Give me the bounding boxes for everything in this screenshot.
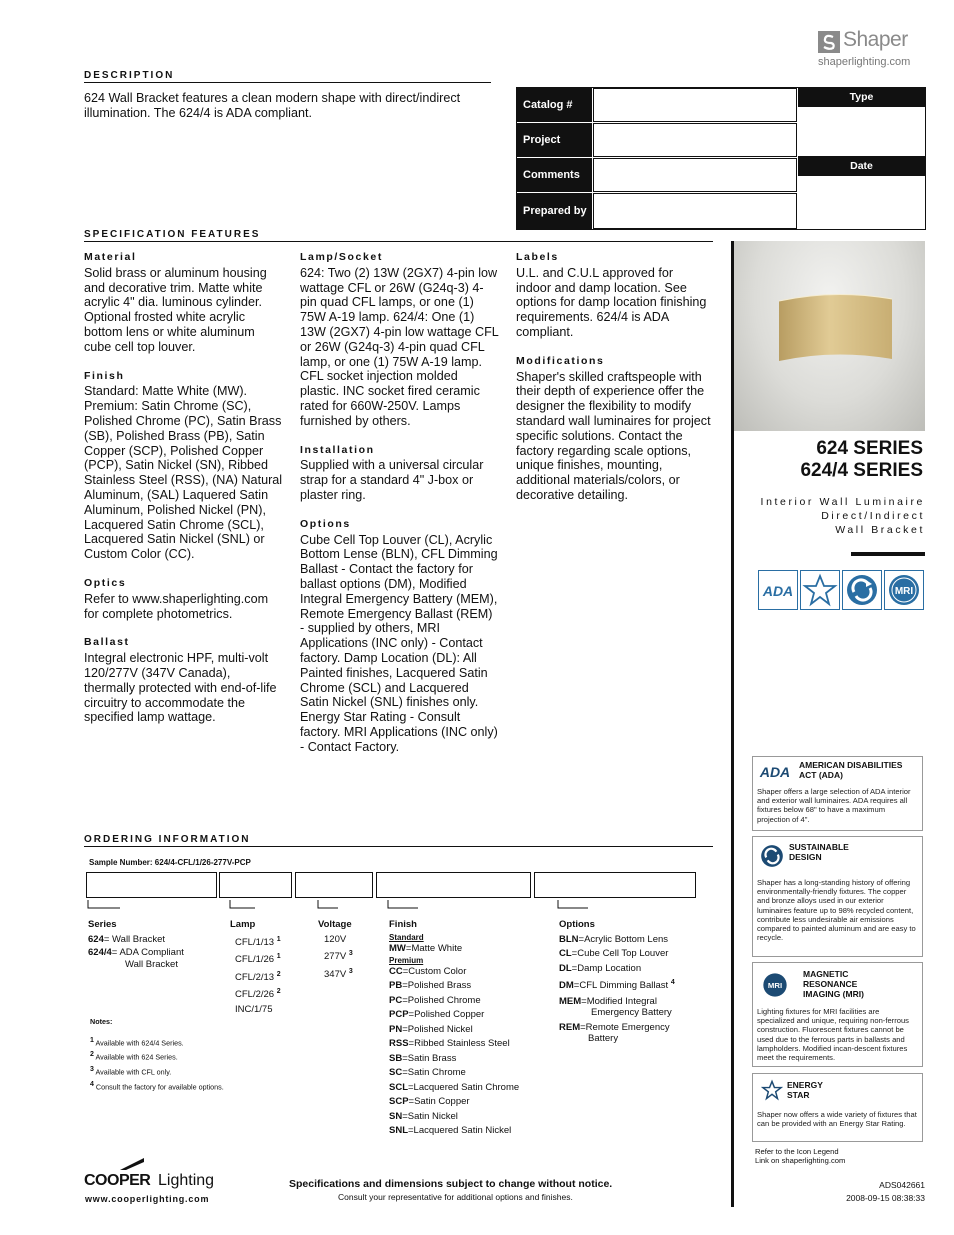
finish-desc: =Satin Nickel: [402, 1110, 458, 1122]
option-desc: =Damp Location: [571, 962, 642, 974]
legend-ada: [752, 756, 923, 831]
series-code: 624/4: [88, 947, 112, 958]
finish-row: [389, 942, 519, 956]
spec-rule: [84, 241, 713, 242]
description-heading: DESCRIPTION: [84, 70, 175, 81]
option-code: REM: [559, 1021, 581, 1033]
finish-row: [389, 1008, 519, 1023]
lamp-heading: Lamp/Socket: [300, 251, 383, 263]
finish-desc: =Ribbed Stainless Steel: [408, 1038, 510, 1049]
legend-energy-star: [752, 1073, 923, 1142]
series-column: [88, 918, 184, 971]
option-code: DL: [559, 962, 572, 974]
options-column: [559, 918, 675, 1044]
finish-row: [389, 1023, 519, 1038]
lamp-code: INC/1/75: [235, 1004, 273, 1016]
note-number: 2: [90, 1051, 94, 1059]
options-heading: Options: [300, 517, 351, 530]
note-number: 3: [90, 1066, 94, 1074]
sample-number: Sample Number: 624/4-CFL/1/26-277V-PCP: [89, 858, 251, 867]
spec-column-1: [84, 250, 284, 725]
catalog-field[interactable]: [593, 88, 797, 122]
lamp-row: [230, 933, 281, 951]
optics-text: Refer to www.shaperlighting.com for complete photometrics.: [84, 591, 269, 621]
cooper-swoosh-icon: [120, 1158, 144, 1170]
finish-code: CC: [389, 965, 403, 977]
lamp-note: 1: [276, 935, 281, 943]
voltage-heading: Voltage: [318, 919, 352, 930]
finish-code: SB: [389, 1052, 403, 1064]
spec-notice: Specifications and dimensions subject to change without notice.: [289, 1178, 613, 1190]
optics-heading: Optics: [84, 576, 127, 589]
shaper-logo: [818, 30, 928, 54]
finish-text: Standard: Matte White (MW). Premium: Satin Chrome (SC), Polished Chrome (PC), Satin Brass (SB), Polished Brass (PB), Satin Copper (SCP), Polished Copper (PCP), Satin Nickel (SN), Ribbed Stainless Steel (RSS), (NA) Natural Aluminum, (SAL) Laquered Satin Aluminum, Polished Nickel (PN), Lacquered Satin Chrome (SCL), Lacquered Satin Nickel (SNL) or Custom Color (CC).: [84, 384, 283, 562]
finish-row: [389, 1052, 519, 1067]
prepared-by-field[interactable]: [593, 193, 797, 229]
legend-link[interactable]: Link on shaperlighting.com: [755, 1156, 846, 1165]
type-field[interactable]: [798, 107, 925, 157]
option-code: BLN: [559, 933, 579, 945]
consult-notice: Consult your representative for additional options and finishes.: [338, 1192, 573, 1202]
cooper-lighting-text: Lighting: [158, 1172, 215, 1189]
finish-premium-label: Premium: [389, 955, 424, 965]
finish-code: RSS: [389, 1038, 409, 1049]
lamp-column: [230, 918, 281, 1018]
option-desc: =Cube Cell Top Louver: [571, 948, 669, 959]
svg-text:ADA: ADA: [762, 583, 794, 599]
note-item: [90, 1079, 224, 1094]
cooper-url[interactable]: www.cooperlighting.com: [85, 1194, 210, 1204]
option-desc: =Acrylic Bottom Lens: [578, 933, 669, 945]
finish-code: SCP: [389, 1096, 409, 1107]
ordering-rule: [84, 846, 713, 847]
finish-box[interactable]: [376, 872, 531, 898]
finish-desc: =Satin Chrome: [402, 1067, 466, 1078]
voltage-note: 3: [348, 950, 353, 957]
voltage-column: [318, 918, 353, 982]
lamp-note: 1: [276, 953, 281, 961]
option-row: [559, 962, 675, 977]
finish-code: PCP: [389, 1009, 409, 1020]
catalog-label: Catalog #: [517, 88, 592, 122]
svg-text:ADA: ADA: [759, 764, 791, 780]
ordering-connectors: [80, 898, 700, 918]
finish-desc: =Custom Color: [402, 965, 467, 977]
lamp-code: CFL/2/13: [235, 971, 275, 983]
lamp-row: [230, 968, 281, 986]
mri-icon: [884, 570, 924, 610]
installation-heading: Installation: [300, 443, 375, 456]
finish-row: [389, 1066, 519, 1081]
product-subtitle-1: Interior Wall Luminaire: [760, 496, 925, 508]
notes: [90, 1016, 224, 1094]
shaper-logo-text: Shaper: [843, 28, 908, 51]
lamp-row: [230, 950, 281, 968]
legend-mri-text: Lighting fixtures for MRI facilities are specialized and unique, requiring non-ferrous construction. Fluorescent fixtures cannot be used due to the ferrous parts in ballasts and lampholders. Modified incan-descent fixtures meet the requirements.: [757, 1007, 909, 1063]
finish-desc: =Satin Brass: [402, 1052, 457, 1064]
finish-code: SNL: [389, 1125, 408, 1136]
finish-desc: =Polished Brass: [402, 980, 472, 991]
legend-ada-title: AMERICAN DISABILITIES ACT (ADA): [799, 760, 903, 780]
finish-code: PB: [389, 980, 403, 991]
option-row: [559, 976, 675, 994]
ballast-heading: Ballast: [84, 636, 130, 649]
sidebar-accent-bar: [851, 552, 925, 556]
product-title-1: 624 SERIES: [816, 438, 923, 459]
finish-row: [389, 965, 519, 980]
option-desc: =CFL Dimming Ballast: [573, 980, 669, 992]
cooper-logo-text: COOPER: [84, 1172, 151, 1189]
product-title-2: 624/4 SERIES: [800, 460, 923, 481]
option-row: [559, 933, 675, 948]
note-item: [90, 1064, 224, 1079]
finish-desc: =Satin Copper: [408, 1096, 470, 1107]
series-row: [88, 959, 184, 971]
legend-sustainable-text: Shaper has a long-standing history of offering environmentally-friendly fixtures. The copper and bronze alloys used in our exterior luminaires feature up to 98% recycled content, contribute less undesirable air emissions compared to painted aluminum and are easy to recycle.: [757, 878, 916, 943]
finish-code: PC: [389, 994, 403, 1006]
voltage-row: [318, 947, 353, 965]
note-text: Available with CFL only.: [95, 1067, 172, 1077]
lamp-code: CFL/2/26: [235, 989, 275, 1001]
finish-column: [389, 918, 519, 1139]
date-field[interactable]: [798, 176, 925, 229]
series-row: [88, 947, 184, 959]
legend-energy-star-text: Shaper now offers a wide variety of fixtures that can be provided with an Energy Star Rating.: [757, 1110, 917, 1129]
finish-heading: Finish: [84, 369, 125, 382]
lamp-row: [230, 985, 281, 1003]
spec-column-2: [300, 250, 500, 755]
star-icon: [800, 570, 840, 610]
project-form: [516, 87, 926, 230]
description-text: 624 Wall Bracket features a clean modern shape with direct/indirect illumination. The 624/4 is ADA compliant.: [84, 91, 461, 120]
options-heading: Options: [559, 919, 595, 930]
ada-icon: [757, 762, 793, 782]
notes-heading: Notes:: [90, 1017, 113, 1026]
date-label: Date: [798, 157, 925, 176]
product-subtitle-3: Wall Bracket: [835, 524, 925, 536]
option-row: [559, 1007, 675, 1018]
series-desc: Wall Bracket: [125, 959, 178, 970]
finish-desc: =Lacquered Satin Nickel: [408, 1125, 512, 1136]
finish-desc: =Polished Chrome: [402, 994, 481, 1006]
note-text: Available with 624 Series.: [95, 1052, 178, 1062]
spec-column-3: [516, 250, 711, 503]
material-heading: Material: [84, 251, 137, 263]
series-desc: = Wall Bracket: [103, 933, 166, 945]
description-rule: [84, 82, 491, 83]
prepared-by-label: Prepared by: [517, 193, 592, 229]
series-box[interactable]: [86, 872, 217, 898]
voltage-code: 277V: [324, 951, 347, 963]
modifications-heading: Modifications: [516, 354, 605, 367]
option-row: [559, 1033, 675, 1044]
lamp-note: 2: [276, 988, 281, 996]
project-label: Project: [517, 123, 592, 157]
finish-code: SCL: [389, 1081, 408, 1093]
finish-desc: =Polished Copper: [408, 1009, 485, 1020]
option-desc: =Remote Emergency: [580, 1021, 670, 1033]
voltage-row: [318, 965, 353, 983]
product-photo: [734, 241, 925, 431]
voltage-box[interactable]: [295, 872, 373, 898]
finish-code: MW: [389, 942, 406, 954]
series-code: 624: [88, 933, 104, 945]
series-desc: = ADA Compliant: [111, 947, 184, 958]
note-item: [90, 1049, 224, 1064]
voltage-note: 3: [348, 967, 353, 975]
finish-row: [389, 1081, 519, 1096]
svg-text:MRI: MRI: [894, 586, 914, 597]
finish-code: PN: [389, 1023, 403, 1035]
option-note: 4: [670, 979, 675, 986]
lamp-row: [230, 1003, 281, 1018]
option-desc: Battery: [588, 1032, 619, 1044]
option-row: [559, 1018, 675, 1033]
note-text: Available with 624/4 Series.: [95, 1037, 184, 1047]
option-row: [559, 947, 675, 962]
lamp-heading: Lamp: [230, 919, 256, 930]
sustainable-icon: [842, 570, 882, 610]
legend-mri: [752, 962, 923, 1067]
lamp-note: 2: [276, 970, 281, 978]
finish-desc: =Lacquered Satin Chrome: [408, 1081, 520, 1093]
option-code: MEM: [559, 995, 582, 1007]
type-label: Type: [798, 88, 925, 107]
finish-heading: Finish: [389, 919, 417, 930]
note-text: Consult the factory for available options.: [95, 1082, 224, 1092]
options-box[interactable]: [534, 872, 696, 898]
note-number: 4: [90, 1081, 94, 1089]
document-id: ADS042661: [879, 1180, 925, 1190]
installation-text: Supplied with a universal circular strap for a standard 4" J-box or plaster ring.: [300, 458, 484, 502]
modifications-text: Shaper's skilled craftspeople with their depth of experience offer the designer the flexibility to modify standard wall luminaires for project specific solutions. Contact the factory regarding scale options, unique finishes, mounting, additional materials/colors, or decorative detailing.: [516, 369, 711, 502]
finish-row: [389, 1037, 519, 1052]
shaper-logo-icon: [818, 31, 840, 53]
spec-heading: SPECIFICATION FEATURES: [84, 229, 261, 240]
note-item: [90, 1035, 224, 1050]
finish-row: [389, 979, 519, 994]
voltage-row: [318, 933, 353, 948]
option-code: CL: [559, 948, 572, 959]
option-row: [559, 994, 675, 1007]
options-text: Cube Cell Top Louver (CL), Acrylic Bottom Lense (BLN), CFL Dimming Ballast - Contact the factory for ballast options (DM), Modified Integral Emergency Battery (MEM), Remote Emergency Ballast (REM) - supplied by others, MRI Applications (INC only) - Contact factory. Damp Location (DL): All Painted finishes, Lacquered Satin Chrome (SCL) and Lacquered Satin Nickel (SNL) finishes only. Energy Star Rating - Consult factory. MRI Applications (INC only) - Contact Factory.: [300, 532, 498, 754]
finish-row: [389, 1124, 519, 1139]
svg-text:MRI: MRI: [767, 981, 783, 991]
note-number: 1: [90, 1036, 94, 1044]
product-subtitle-2: Direct/Indirect: [821, 510, 925, 522]
legend-energy-star-title: ENERGY STAR: [787, 1080, 823, 1100]
comments-label: Comments: [517, 158, 592, 192]
labels-heading: Labels: [516, 251, 559, 263]
legend-reference: Refer to the Icon Legend: [755, 1147, 839, 1156]
finish-row: [389, 1095, 519, 1110]
mri-icon: [761, 971, 789, 999]
shaper-url[interactable]: shaperlighting.com: [818, 56, 911, 68]
document-date: 2008-09-15 08:38:33: [846, 1193, 925, 1203]
finish-code: SC: [389, 1067, 403, 1078]
lamp-text: 624: Two (2) 13W (2GX7) 4-pin low wattage CFL or 26W (G24q-3) 4-pin quad CFL lamps, or one (1) 75W A-19 lamp. 624/4: One (1) 13W (2GX7) 4-pin low wattage CFL or 26W (G24q-3) 4-pin quad CFL lamp, or one (1) 75W A-19 lamp. CFL socket injection molded plastic. INC socket fired ceramic rated for 660W-250V. Lamps furnished by others.: [300, 265, 499, 428]
labels-text: U.L. and C.U.L approved for indoor and damp location. See options for damp location finishing requirements. 624/4 is ADA compliant.: [516, 265, 707, 339]
option-desc: =Modified Integral: [581, 995, 657, 1007]
legend-sustainable: [752, 836, 923, 957]
option-desc: Emergency Battery: [591, 1006, 672, 1018]
finish-code: SN: [389, 1110, 403, 1122]
star-icon: [761, 1079, 783, 1101]
finish-standard-label: Standard: [389, 932, 424, 942]
ballast-text: Integral electronic HPF, multi-volt 120/277V (347V Canada), thermally protected with end-of-life circuitry to accommodate the specified lamp wattage.: [84, 651, 277, 725]
ada-icon: [758, 570, 798, 610]
voltage-code: 120V: [324, 933, 347, 945]
finish-desc: =Matte White: [405, 942, 463, 954]
comments-field[interactable]: [593, 158, 797, 192]
voltage-code: 347V: [324, 968, 347, 980]
series-row: [88, 933, 184, 948]
lamp-code: CFL/1/26: [235, 954, 275, 966]
project-field[interactable]: [593, 123, 797, 157]
lamp-code: CFL/1/13: [235, 936, 275, 948]
material-text: Solid brass or aluminum housing and decorative trim. Matte white acrylic 4" dia. luminous cylinder. Optional frosted white acrylic bottom lens or white aluminum cube cell top louver.: [84, 265, 267, 354]
series-heading: Series: [88, 919, 117, 930]
finish-row: [389, 1110, 519, 1125]
cooper-logo: [84, 1160, 224, 1192]
legend-sustainable-title: SUSTAINABLE DESIGN: [789, 842, 849, 862]
lamp-box[interactable]: [219, 872, 292, 898]
legend-mri-title: MAGNETIC RESONANCE IMAGING (MRI): [803, 969, 864, 999]
finish-row: [389, 994, 519, 1009]
finish-desc: =Polished Nickel: [402, 1023, 473, 1035]
option-code: DM: [559, 980, 574, 992]
ordering-heading: ORDERING INFORMATION: [84, 834, 251, 845]
legend-ada-text: Shaper offers a large selection of ADA interior and exterior wall luminaires. ADA requires all fixtures below 68" to have a maximum projection of 4".: [757, 787, 911, 824]
sustainable-icon: [759, 843, 785, 869]
